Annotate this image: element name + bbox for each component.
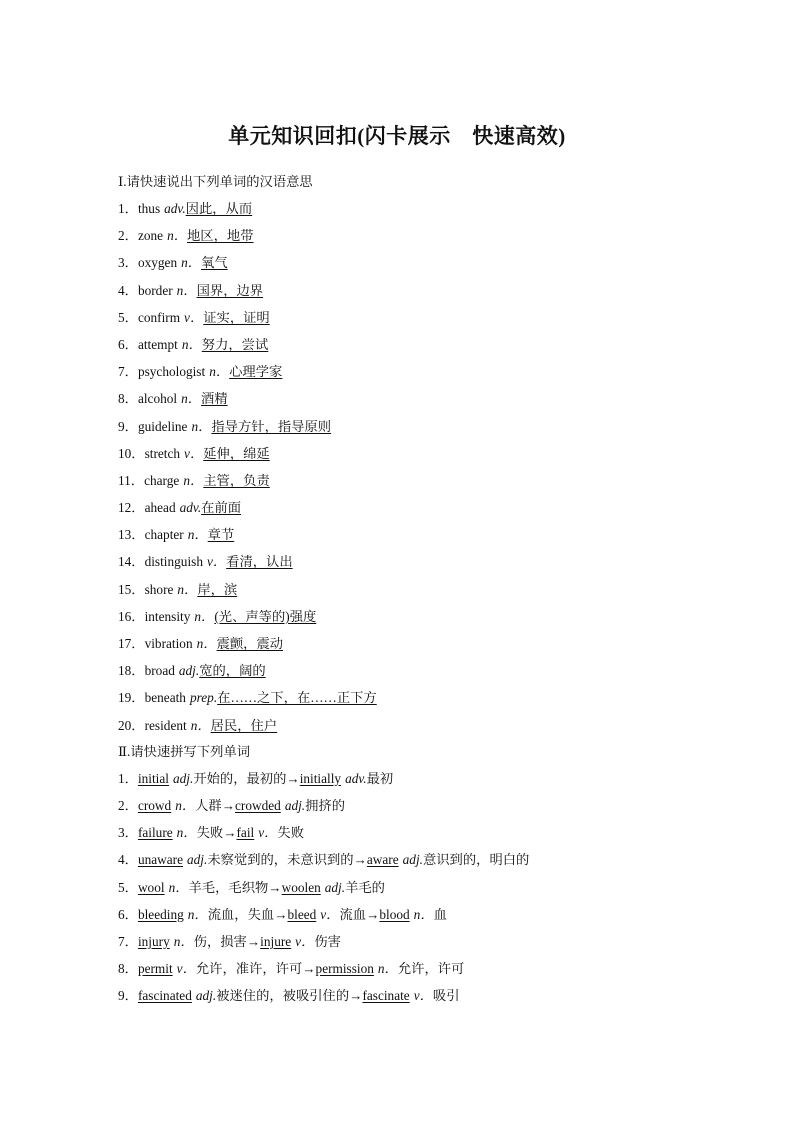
part-of-speech: v．	[258, 825, 278, 841]
part-of-speech: n．	[177, 581, 198, 597]
chinese-meaning: 国界，边界	[196, 282, 264, 298]
english-word: thus	[137, 201, 161, 216]
list-item	[118, 389, 738, 416]
answer-word: crowd	[137, 797, 172, 813]
english-word: border	[137, 282, 173, 298]
list-item	[118, 362, 738, 389]
item-number: 9．	[118, 418, 138, 434]
item-number: 15．	[118, 581, 145, 597]
arrow-icon: →	[268, 879, 282, 895]
list-item	[118, 688, 738, 715]
part-of-speech: n．	[176, 282, 197, 298]
part-of-speech: v．	[184, 309, 204, 325]
answer-word: permit	[137, 961, 173, 977]
english-word: confirm	[137, 309, 181, 325]
list-item	[118, 281, 738, 308]
english-word: psychologist	[137, 364, 206, 380]
item-number: 13．	[118, 527, 145, 543]
chinese-meaning: 人群	[195, 797, 222, 813]
list-item	[118, 850, 738, 877]
item-number: 9．	[118, 988, 138, 1004]
chinese-meaning: 失败	[277, 825, 305, 841]
english-word: oxygen	[137, 255, 178, 271]
part-of-speech: n．	[194, 608, 215, 624]
part-of-speech: n．	[190, 717, 211, 733]
list-item	[118, 634, 738, 661]
english-word: broad	[144, 663, 175, 679]
part-of-speech: n．	[413, 906, 434, 922]
answer-word: initial	[137, 770, 169, 786]
answer-word: fascinate	[362, 988, 410, 1004]
item-number: 18．	[118, 663, 145, 679]
section-heading: Ⅱ.请快速拼写下列单词	[118, 743, 251, 759]
answer-word: unaware	[137, 852, 183, 868]
answer-word: fascinated	[137, 988, 192, 1004]
chinese-meaning: 失败	[196, 825, 224, 841]
english-word: chapter	[144, 527, 184, 543]
list-item	[118, 796, 738, 823]
list-item	[118, 580, 738, 607]
english-word: stretch	[144, 445, 181, 461]
arrow-icon: →	[349, 988, 363, 1004]
english-word: charge	[144, 472, 180, 488]
part-of-speech: adj.	[402, 852, 423, 868]
item-number: 14．	[118, 554, 145, 570]
chinese-meaning: 最初	[366, 770, 394, 786]
part-of-speech: adj.	[324, 879, 346, 895]
list-item	[118, 444, 738, 471]
answer-word: fail	[236, 825, 255, 841]
chinese-meaning: 在前面	[201, 500, 242, 516]
part-of-speech: prep.	[189, 690, 218, 706]
page-title: 单元知识回扣(闪卡展示 快速高效)	[228, 124, 566, 148]
english-word: attempt	[137, 336, 178, 352]
chinese-meaning: 在……之下，在……正下方	[217, 690, 377, 706]
part-of-speech: adj.	[178, 663, 200, 679]
chinese-meaning: 流血	[339, 906, 367, 922]
english-word: alcohol	[137, 391, 178, 407]
english-word: distinguish	[144, 554, 203, 570]
answer-word: permission	[315, 961, 374, 977]
part-of-speech: n．	[181, 255, 202, 271]
item-number: 1．	[118, 770, 138, 786]
english-word: zone	[137, 228, 164, 244]
item-number: 2．	[118, 228, 138, 244]
part-of-speech: v．	[206, 554, 227, 570]
part-of-speech: n．	[181, 391, 202, 407]
part-of-speech: n．	[187, 527, 208, 543]
part-of-speech: n．	[377, 961, 398, 977]
answer-word: bleeding	[137, 906, 184, 922]
chinese-meaning: 酒精	[201, 391, 228, 407]
part-of-speech: n．	[173, 933, 194, 949]
chinese-meaning: 开始的，最初的	[193, 770, 287, 786]
vocab-spelling-list	[118, 769, 738, 1014]
list-item	[118, 878, 738, 905]
answer-word: injury	[137, 933, 170, 949]
list-item	[118, 661, 738, 688]
item-number: 7．	[118, 933, 138, 949]
chinese-meaning: 未察觉到的，未意识到的	[207, 852, 354, 868]
part-of-speech: adv.	[164, 201, 186, 216]
item-number: 2．	[118, 797, 138, 813]
chinese-meaning: 震颤，震动	[216, 636, 284, 651]
chinese-meaning: 主管，负责	[203, 472, 270, 488]
item-number: 3．	[118, 255, 138, 271]
chinese-meaning: 伤害	[314, 933, 341, 949]
chinese-meaning: 岸，滨	[197, 581, 238, 597]
chinese-meaning: 羊毛，毛织物	[188, 879, 269, 895]
part-of-speech: v．	[184, 445, 204, 461]
part-of-speech: adj.	[172, 770, 194, 786]
chinese-meaning: 章节	[207, 527, 235, 543]
chinese-meaning: 因此，从而	[185, 201, 253, 216]
part-of-speech: n．	[168, 879, 189, 895]
item-number: 5．	[118, 879, 138, 895]
item-number: 10．	[118, 445, 145, 461]
chinese-meaning: (光、声等的)强度	[214, 608, 317, 624]
list-item	[118, 253, 738, 280]
part-of-speech: adv.	[345, 770, 367, 786]
item-number: 3．	[118, 825, 138, 841]
chinese-meaning: 居民，住户	[210, 717, 278, 733]
list-item	[118, 986, 738, 1013]
list-item	[118, 498, 738, 525]
part-of-speech: adj.	[284, 797, 306, 813]
arrow-icon: →	[221, 797, 236, 813]
list-item	[118, 417, 738, 444]
part-of-speech: n．	[176, 825, 197, 841]
english-word: beneath	[144, 690, 186, 706]
english-word: ahead	[144, 500, 176, 516]
item-number: 1．	[118, 201, 138, 216]
arrow-icon: →	[302, 961, 316, 977]
list-item	[118, 823, 738, 850]
answer-word: failure	[137, 825, 173, 841]
chinese-meaning: 意识到的，明白的	[422, 852, 530, 868]
vocab-meaning-list	[118, 199, 738, 743]
part-of-speech: v．	[176, 961, 196, 977]
chinese-meaning: 证实，证明	[203, 309, 270, 325]
answer-word: crowded	[235, 797, 281, 813]
answer-word: injure	[260, 933, 292, 949]
arrow-icon: →	[246, 933, 261, 949]
chinese-meaning: 被迷住的，被吸引住的	[216, 988, 350, 1004]
chinese-meaning: 伤，损害	[193, 933, 247, 949]
list-item	[118, 769, 738, 796]
list-item	[118, 932, 738, 959]
answer-word: aware	[366, 852, 399, 868]
chinese-meaning: 指导方针，指导原则	[211, 418, 332, 434]
part-of-speech: adv.	[179, 500, 202, 516]
item-number: 7．	[118, 364, 138, 380]
answer-word: bleed	[287, 906, 317, 922]
answer-word: blood	[379, 906, 410, 922]
part-of-speech: n．	[175, 797, 196, 813]
item-number: 8．	[118, 961, 138, 977]
english-word: guideline	[137, 418, 188, 434]
part-of-speech: n．	[191, 418, 212, 434]
part-of-speech: n．	[196, 636, 217, 651]
item-number: 20．	[118, 717, 145, 733]
chinese-meaning: 努力，尝试	[201, 336, 269, 352]
item-number: 5．	[118, 309, 138, 325]
list-item	[118, 226, 738, 253]
item-number: 8．	[118, 391, 138, 407]
part-of-speech: n．	[187, 906, 208, 922]
list-item	[118, 905, 738, 932]
list-item	[118, 308, 738, 335]
arrow-icon: →	[286, 770, 300, 786]
arrow-icon: →	[366, 906, 380, 922]
item-number: 11．	[118, 472, 145, 488]
item-number: 6．	[118, 906, 138, 922]
part-of-speech: n．	[181, 336, 202, 352]
item-number: 4．	[118, 852, 138, 868]
part-of-speech: adj.	[195, 988, 217, 1004]
part-of-speech: n．	[167, 228, 188, 244]
answer-word: wool	[137, 879, 165, 895]
english-word: resident	[144, 717, 187, 733]
chinese-meaning: 流血，失血	[207, 906, 275, 922]
chinese-meaning: 氧气	[201, 255, 228, 271]
english-word: vibration	[144, 636, 193, 651]
english-word: intensity	[144, 608, 191, 624]
chinese-meaning: 拥挤的	[305, 797, 346, 813]
chinese-meaning: 看清，认出	[226, 554, 293, 570]
chinese-meaning: 允许，许可	[397, 961, 465, 977]
part-of-speech: v．	[295, 933, 315, 949]
arrow-icon: →	[223, 825, 237, 841]
answer-word: initially	[299, 770, 342, 786]
list-item	[118, 525, 738, 552]
list-item	[118, 716, 738, 743]
chinese-meaning: 羊毛的	[345, 879, 385, 895]
part-of-speech: n．	[209, 364, 230, 380]
list-item	[118, 335, 738, 362]
chinese-meaning: 心理学家	[229, 364, 283, 380]
item-number: 4．	[118, 282, 138, 298]
chinese-meaning: 宽的，阔的	[199, 663, 266, 679]
part-of-speech: v．	[413, 988, 433, 1004]
chinese-meaning: 吸引	[432, 988, 460, 1004]
item-number: 6．	[118, 336, 138, 352]
item-number: 16．	[118, 608, 145, 624]
english-word: shore	[144, 581, 174, 597]
chinese-meaning: 延伸，绵延	[203, 445, 270, 461]
item-number: 12．	[118, 500, 145, 516]
list-item	[118, 607, 738, 634]
list-item	[118, 199, 738, 226]
chinese-meaning: 允许，准许，许可	[195, 961, 303, 977]
list-item	[118, 471, 738, 498]
part-of-speech: adj.	[187, 852, 208, 868]
item-number: 17．	[118, 636, 145, 651]
chinese-meaning: 血	[433, 906, 447, 922]
part-of-speech: n．	[183, 472, 204, 488]
content-body	[118, 172, 738, 1013]
answer-word: woolen	[281, 879, 321, 895]
list-item	[118, 552, 738, 579]
part-of-speech: v．	[320, 906, 340, 922]
arrow-icon: →	[353, 852, 367, 868]
list-item	[118, 959, 738, 986]
section-heading: Ⅰ.请快速说出下列单词的汉语意思	[118, 174, 313, 189]
chinese-meaning: 地区，地带	[187, 228, 254, 244]
arrow-icon: →	[274, 906, 288, 922]
item-number: 19．	[118, 690, 145, 706]
